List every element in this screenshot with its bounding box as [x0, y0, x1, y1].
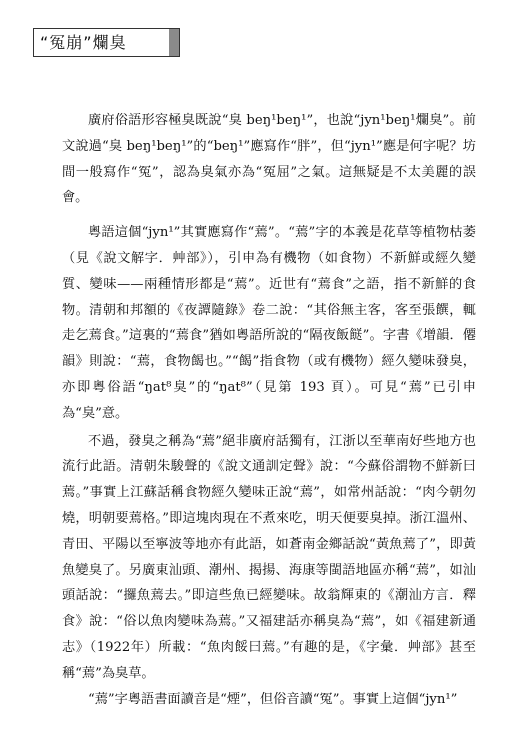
- paragraph-2: 粵語這個“jyn¹”其實應寫作“蔫”。“蔫”字的本義是花草等植物枯萎（見《說文解字．艸部》），引申為有機物（如食物）不新鮮或經久變質、變味——兩種情形都是“蔫”。近世有“蔫食”之語，指不新鮮的食物。清朝和邦額的《夜譚隨錄》卷二說：“其俗無主客，客至張饌，輒走乞蔫食。”這裏的“蔫食”猶如粵語所說的“隔夜飯餸”。字書《增韻．僊韻》則說：“蔫，食物餲也。”“餲”指食物（或有機物）經久變味發臭，亦即粵俗語“ŋat⁸臭”的“ŋat⁸”（見第 193 頁）。可見“蔫”已引申為“臭”意。: [62, 225, 476, 421]
- body-text: [62, 108, 476, 712]
- section-title: “冤崩”爛臭: [40, 33, 127, 52]
- section-title-box: [33, 28, 180, 57]
- paragraph-3: 不過，發臭之稱為“蔫”絕非廣府話獨有，江浙以至華南好些地方也流行此語。清朝朱駿聲的《說文通訓定聲》說：“今蘇俗謂物不鮮新曰蔫。”事實上江蘇話稱食物經久變味正說“蔫”，如常州話說：“肉今朝勿燒，明朝要蔫格。”即這塊肉現在不煮來吃，明天便要臭掉。浙江溫州、青田、平陽以至寧波等地亦有此語，如蒼南金鄉話說“黃魚蔫了”，即黃魚變臭了。另廣東汕頭、潮州、揭揚、海康等閩語地區亦稱“蔫”，如汕頭話說：“攞魚蔫去。”即這些魚已經變味。故翁輝東的《潮汕方言．釋食》說：“俗以魚肉變味為蔫。”又福建話亦稱臭為“蔫”，如《福建新通志》（1922年）所載：“魚肉餒曰蔫。”有趣的是，《字彙．艸部》甚至稱“蔫”為臭草。: [62, 433, 476, 681]
- paragraph-4: “蔫”字粵語書面讀音是“煙”，但俗音讀“冤”。事實上這個“jyn¹”: [88, 691, 458, 707]
- title-accent-bar: [169, 29, 179, 56]
- paragraph-1: 廣府俗語形容極臭既說“臭 beŋ¹beŋ¹”，也說“jyn¹beŋ¹爛臭”。前文說過“臭 beŋ¹beŋ¹”的“beŋ¹”應寫作“胖”，但“jyn¹”應是何字呢？坊間一般寫作“冤”，認為臭氣亦為“冤屈”之氣。這無疑是不太美麗的誤會。: [62, 113, 476, 206]
